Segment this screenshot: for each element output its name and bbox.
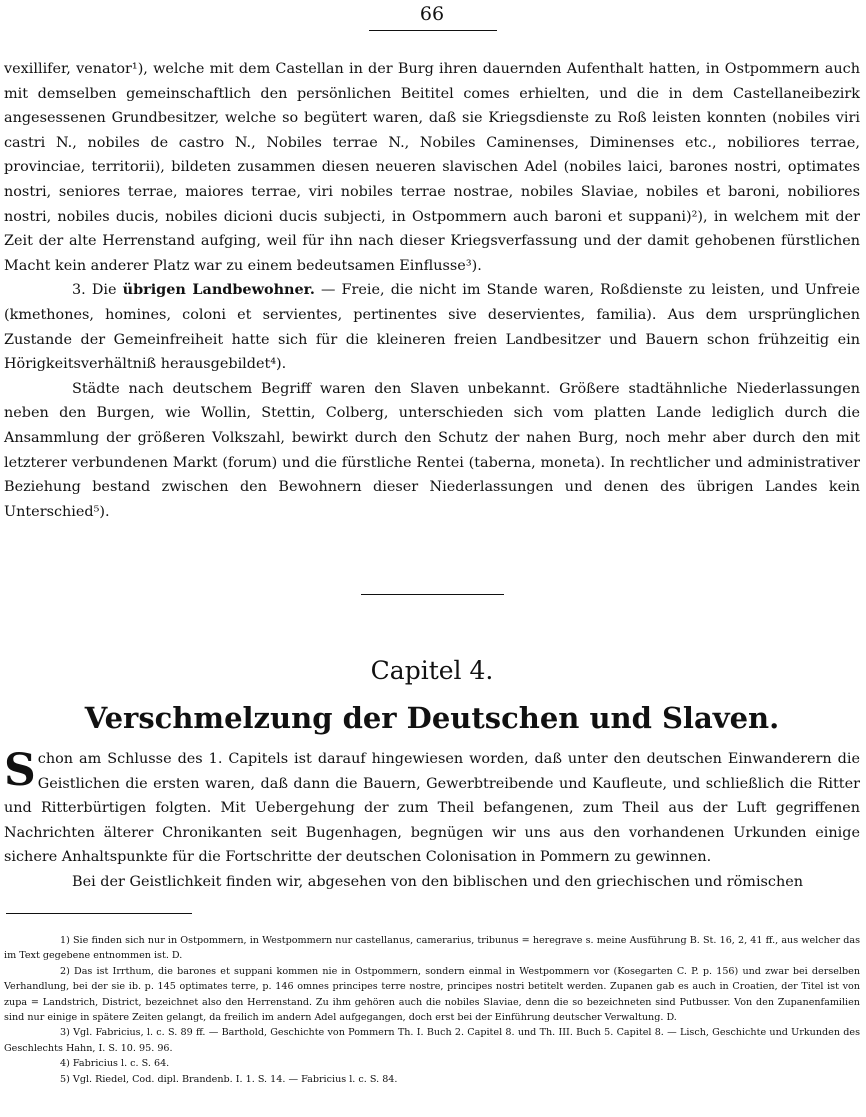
drop-cap: S [4, 745, 36, 796]
page-header [4, 2, 860, 26]
footnotes [4, 933, 860, 1087]
document-page [4, 0, 860, 1117]
chapter-body [4, 747, 860, 895]
footnote-rule [6, 913, 192, 914]
paragraph-2-heading: übrigen Landbewohner. [122, 281, 315, 299]
paragraph-1: vexillifer, venator¹), welche mit dem Castellan in der Burg ihren dauernden Aufenthalt hatten, in Ostpommern auch mit demselben gemeinschaftlich den persönlichen Beititel comes erhielten, und die in dem Castellaneibezirk angesessenen Grundbesitzer, welche so begütert waren, daß sie Kriegsdienste zu Roß leisten konnten (nobiles viri castri N., nobiles de castro N., Nobiles terrae N., Nobiles Caminenses, Diminenses etc., nobiliores terrae, provinciae, territorii), bildeten zusammen diesen neueren slavischen Adel (nobiles laici, barones nostri, optimates nostri, seniores terrae, maiores terrae, viri nobiles terrae nostrae, nobiles Slaviae, nobiles et baroni, nobiliores nostri, nobiles ducis, nobiles dicioni ducis subjecti, in Ostpommern auch baroni et suppani)²), in welchem mit der Zeit der alte Herrenstand aufging, weil für ihn nach dieser Kriegsverfassung und der damit gehobenen fürstlichen Macht kein anderer Platz war zu einem bedeutsamen Einflusse³). [4, 61, 860, 274]
footnote-3: 3) Vgl. Fabricius, l. c. S. 89 ff. — Barthold, Geschichte von Pommern Th. I. Buch 2. Capitel 8. und Th. III. Buch 5. Capitel 8. — Lisch, Geschichte und Urkunden des Geschlechts Hahn, I. S. 10. 95. 96. [4, 1027, 860, 1054]
paragraph-3: Städte nach deutschem Begriff waren den Slaven unbekannt. Größere stadtähnliche Niederlassungen neben den Burgen, wie Wollin, Stettin, Colberg, unterschieden sich vom platten Lande lediglich durch die Ansammlung der größeren Volkszahl, bewirkt durch den Schutz der nahen Burg, noch mehr aber durch den mit letzterer verbundenen Markt (forum) und die fürstliche Rentei (taberna, moneta). In rechtlicher und administrativer Beziehung bestand zwischen den Bewohnern dieser Niederlassungen und denen des übrigen Landes kein Unterschied⁵). [4, 380, 860, 520]
chapter-title: Verschmelzung der Deutschen und Slaven. [84, 701, 780, 735]
section-separator [361, 594, 504, 595]
footnote-2: 2) Das ist Irrthum, die barones et suppani kommen nie in Ostpommern, sondern einmal in Westpommern vor (Kosegarten C. P. p. 156) und zwar bei derselben Verhandlung, bei der sie ib. p. 145 optimates terre, p. 146 omnes principes terre nostre, principes nostri betitelt werden. Zupanen gab es auch in Croatien, der Titel ist von zupa = Landstrich, District, bezeichnet also den Herrenstand. Zu ihm gehören auch die nobiles Slaviae, denn die so bezeichneten sind Putbusser. Von den Zupanenfamilien sind nur einige in spätere Zeiten gelangt, da freilich im andern Adel aufgegangen, doch erst bei der Einführung deutscher Verwaltung. D. [4, 965, 860, 1024]
paragraph-2-text: — Freie, die nicht im Stande waren, Roßdienste zu leisten, und Unfreie (kmethones, homines, coloni et servientes, pertinentes sive deservientes, familia). Aus dem ursprünglichen Zustande der Gemeinfreiheit hatte sich für die kleineren freien Landbesitzer und Bauern schon frühzeitig ein Hörigkeitsverhältniß herausgebildet⁴). [4, 282, 861, 373]
body-section [4, 57, 860, 524]
chapter-paragraph-1 [4, 747, 860, 870]
chapter-paragraph-2: Bei der Geistlichkeit finden wir, abgesehen von den biblischen und den griechischen und römischen [72, 873, 804, 890]
footnote-5: 5) Vgl. Riedel, Cod. dipl. Brandenb. I. 1. S. 14. — Fabricius l. c. S. 84. [60, 1073, 398, 1085]
paragraph-2 [4, 278, 860, 376]
footnote-1: 1) Sie finden sich nur in Ostpommern, in Westpommern nur castellanus, camerarius, tribunus = heregrave s. meine Ausführung B. St. 16, 2, 41 ff., aus welcher das im Text gegebene entnommen ist. D. [4, 935, 860, 962]
paragraph-2-prefix: 3. Die [72, 282, 117, 299]
chapter-label: Capitel 4. [370, 656, 494, 685]
chapter-paragraph-1-text: chon am Schlusse des 1. Capitels ist darauf hingewiesen worden, daß unter den deutschen Einwanderern die Geistlichen die ersten waren, daß dann die Bauern, Gewerbtreibende und Kaufleute, und schließlich die Ritter und Ritterbürtigen folgten. Mit Uebergehung der zum Theil befangenen, zum Theil aus der Luft gegriffenen Nachrichten älterer Chronikanten seit Bugenhagen, begnügen wir uns aus den vorhandenen Urkunden einige sichere Anhaltspunkte für die Fortschritte der deutschen Colonisation in Pommern zu gewinnen. [4, 751, 860, 866]
page-number: 66 [419, 3, 445, 25]
footnote-4: 4) Fabricius l. c. S. 64. [60, 1058, 170, 1070]
header-rule [369, 30, 497, 31]
